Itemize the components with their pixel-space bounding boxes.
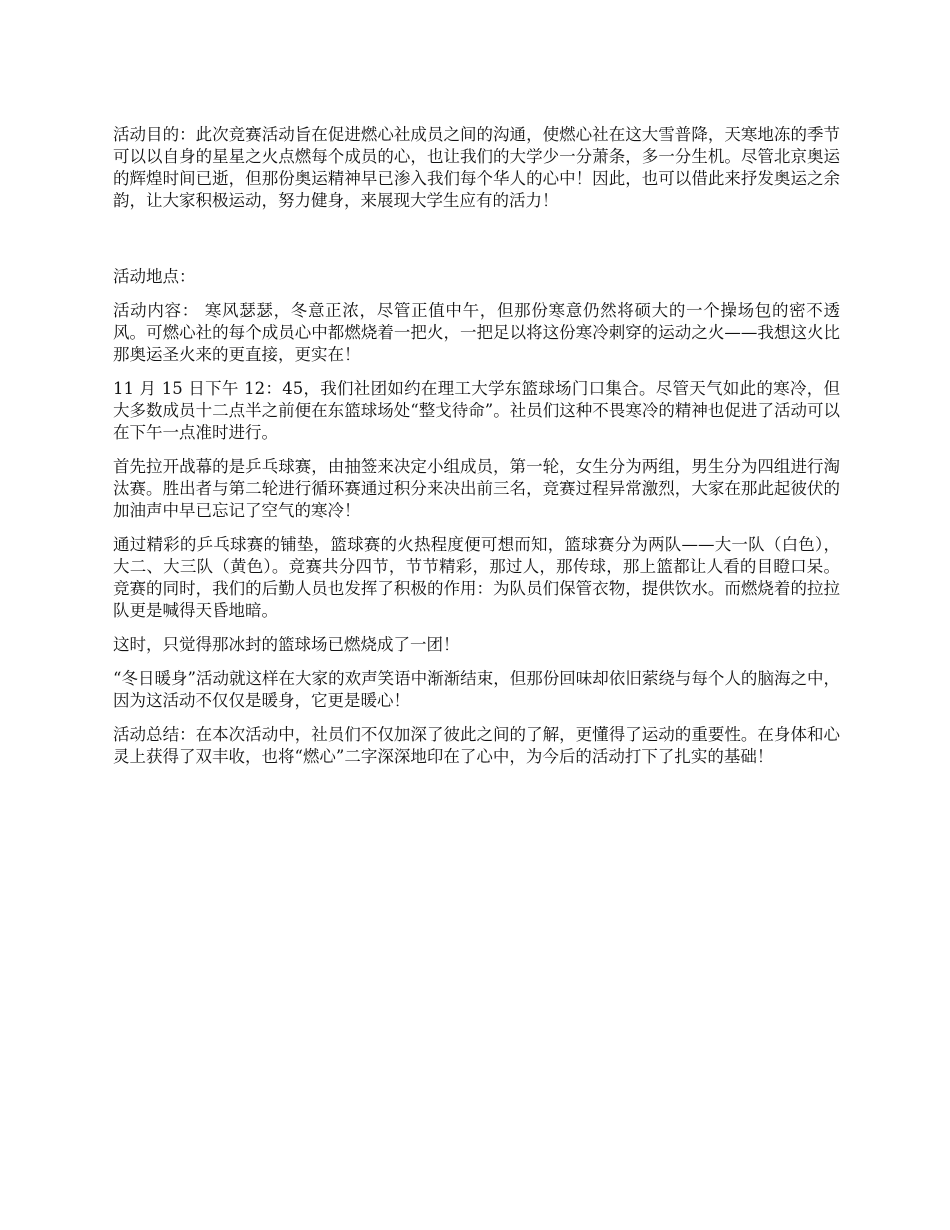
document-page	[113, 124, 840, 780]
paragraph-ending: “冬日暖身”活动就这样在大家的欢声笑语中渐渐结束，但那份回味却依旧萦绕与每个人的脑海之中，因为这活动不仅仅是暖身，它更是暖心！	[113, 669, 840, 710]
paragraph-content: 活动内容： 寒风瑟瑟，冬意正浓，尽管正值中午，但那份寒意仍然将硕大的一个操场包的密不透风。可燃心社的每个成员心中都燃烧着一把火，一把足以将这份寒冷刺穿的运动之火——我想这火比那奥运圣火来的更直接，更实在！	[113, 301, 840, 364]
paragraph-location: 活动地点：	[113, 267, 196, 286]
blank-space	[113, 224, 840, 266]
paragraph-basketball: 通过精彩的乒乓球赛的铺垫，篮球赛的火热程度便可想而知，篮球赛分为两队——大一队（白色），大二、大三队（黄色）。竞赛共分四节，节节精彩，那过人，那传球，那上篮都让人看的目瞪口呆。竞赛的同时，我们的后勤人员也发挥了积极的作用：为队员们保管衣物，提供饮水。而燃烧着的拉拉队更是喊得天昏地暗。	[113, 535, 840, 620]
paragraph-moment: 这时，只觉得那冰封的篮球场已燃烧成了一团！	[113, 635, 460, 654]
paragraph-table-tennis: 首先拉开战幕的是乒乓球赛，由抽签来决定小组成员，第一轮，女生分为两组，男生分为四组进行淘汰赛。胜出者与第二轮进行循环赛通过积分来决出前三名，竞赛过程异常激烈，大家在那此起彼伏的加油声中早已忘记了空气的寒冷！	[113, 457, 840, 520]
paragraph-purpose: 活动目的：此次竞赛活动旨在促进燃心社成员之间的沟通，使燃心社在这大雪普降，天寒地冻的季节可以以自身的星星之火点燃每个成员的心，也让我们的大学少一分萧条，多一分生机。尽管北京奥运的辉煌时间已逝，但那份奥运精神早已渗入我们每个华人的心中！因此，也可以借此来抒发奥运之余韵，让大家积极运动，努力健身，来展现大学生应有的活力！	[113, 125, 840, 210]
paragraph-summary: 活动总结：在本次活动中，社员们不仅加深了彼此之间的了解，更懂得了运动的重要性。在身体和心灵上获得了双丰收，也将“燃心”二字深深地印在了心中，为今后的活动打下了扎实的基础！	[113, 725, 840, 766]
paragraph-gathering: 11 月 15 日下午 12：45，我们社团如约在理工大学东篮球场门口集合。尽管天气如此的寒冷，但大多数成员十二点半之前便在东篮球场处“整戈待命”。社员们这种不畏寒冷的精神也促进了活动可以在下午一点准时进行。	[113, 379, 840, 442]
